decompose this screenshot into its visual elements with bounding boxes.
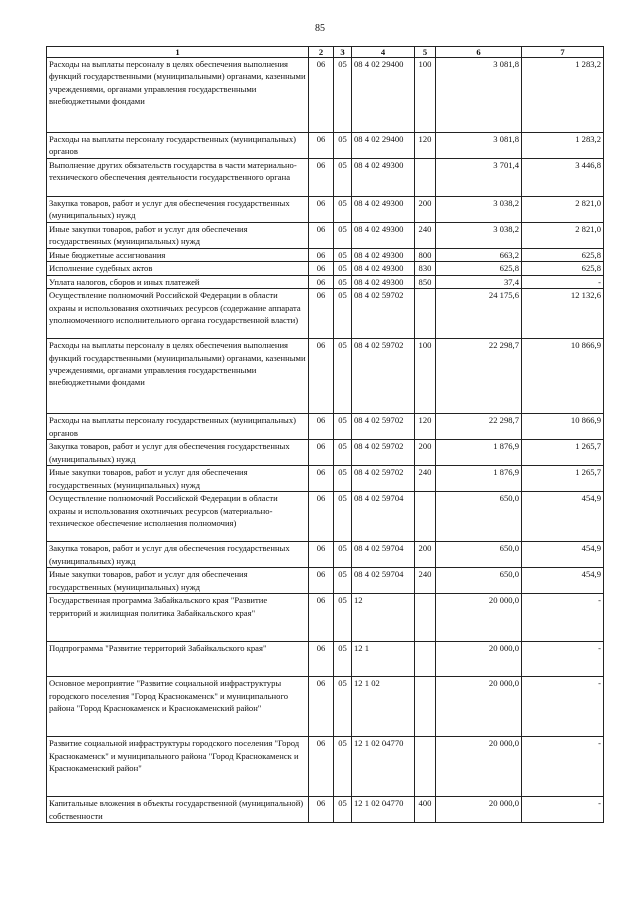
row-description: Расходы на выплаты персоналу в целях обеспечения выполнения функций государственными (муниципальными) органами, казенными учреждениями, органами управления государственными внебюджетными фондами [47,339,309,414]
amount-col6: 22 298,7 [436,414,522,440]
amount-col6: 3 081,8 [436,133,522,159]
section-code: 06 [309,223,334,249]
target-article-code: 08 4 02 59704 [352,492,415,542]
section-code: 06 [309,492,334,542]
expense-type-code: 240 [415,466,436,492]
amount-col6: 20 000,0 [436,797,522,823]
subsection-code: 05 [334,594,352,642]
table-row [47,133,604,159]
table-row [47,58,604,133]
subsection-code: 05 [334,797,352,823]
target-article-code: 08 4 02 59704 [352,542,415,568]
section-code: 06 [309,249,334,262]
amount-col7: 10 866,9 [522,339,604,414]
row-description: Осуществление полномочий Российской Федерации в области охраны и использования охотничьих ресурсов (материально-техническое обеспечение исполнения полномочия) [47,492,309,542]
amount-col7: 2 821,0 [522,197,604,223]
column-header: 7 [522,47,604,58]
expense-type-code: 240 [415,223,436,249]
table-row [47,642,604,677]
subsection-code: 05 [334,737,352,797]
subsection-code: 05 [334,466,352,492]
amount-col6: 650,0 [436,568,522,594]
row-description: Закупка товаров, работ и услуг для обеспечения государственных (муниципальных) нужд [47,197,309,223]
amount-col7: - [522,642,604,677]
table-row [47,492,604,542]
row-description: Уплата налогов, сборов и иных платежей [47,275,309,288]
subsection-code: 05 [334,289,352,339]
row-description: Подпрограмма "Развитие территорий Забайкальского края" [47,642,309,677]
subsection-code: 05 [334,223,352,249]
amount-col7: 625,8 [522,262,604,275]
subsection-code: 05 [334,542,352,568]
amount-col7: 10 866,9 [522,414,604,440]
section-code: 06 [309,414,334,440]
column-header: 4 [352,47,415,58]
subsection-code: 05 [334,262,352,275]
section-code: 06 [309,58,334,133]
table-header-row [47,47,604,58]
target-article-code: 08 4 02 49300 [352,197,415,223]
subsection-code: 05 [334,414,352,440]
expense-type-code [415,594,436,642]
amount-col6: 20 000,0 [436,737,522,797]
amount-col7: - [522,797,604,823]
amount-col6: 3 038,2 [436,197,522,223]
row-description: Иные закупки товаров, работ и услуг для обеспечения государственных (муниципальных) нужд [47,568,309,594]
section-code: 06 [309,440,334,466]
section-code: 06 [309,594,334,642]
amount-col6: 650,0 [436,492,522,542]
amount-col6: 37,4 [436,275,522,288]
section-code: 06 [309,568,334,594]
section-code: 06 [309,737,334,797]
target-article-code: 08 4 02 59702 [352,466,415,492]
expense-type-code: 100 [415,58,436,133]
amount-col6: 1 876,9 [436,466,522,492]
amount-col6: 3 081,8 [436,58,522,133]
section-code: 06 [309,642,334,677]
column-header: 3 [334,47,352,58]
section-code: 06 [309,133,334,159]
row-description: Расходы на выплаты персоналу государственных (муниципальных) органов [47,133,309,159]
amount-col7: 454,9 [522,568,604,594]
target-article-code: 08 4 02 29400 [352,58,415,133]
table-row [47,289,604,339]
amount-col7: 12 132,6 [522,289,604,339]
table-row [47,197,604,223]
amount-col7: - [522,275,604,288]
amount-col6: 24 175,6 [436,289,522,339]
amount-col6: 3 038,2 [436,223,522,249]
expense-type-code [415,737,436,797]
subsection-code: 05 [334,339,352,414]
amount-col7: 2 821,0 [522,223,604,249]
expense-type-code: 800 [415,249,436,262]
expense-type-code: 120 [415,414,436,440]
row-description: Расходы на выплаты персоналу в целях обеспечения выполнения функций государственными (муниципальными) органами, казенными учреждениями, органами управления государственными внебюджетными фондами [47,58,309,133]
target-article-code: 08 4 02 59702 [352,414,415,440]
table-row [47,677,604,737]
expense-type-code: 400 [415,797,436,823]
row-description: Основное мероприятие "Развитие социальной инфраструктуры городского поселения "Город Краснокаменск" и муниципального района "Город Краснокаменск и Краснокаменский район" [47,677,309,737]
target-article-code: 08 4 02 49300 [352,275,415,288]
target-article-code: 12 1 02 04770 [352,737,415,797]
amount-col6: 3 701,4 [436,159,522,197]
target-article-code: 12 1 02 04770 [352,797,415,823]
amount-col7: - [522,737,604,797]
expense-type-code [415,677,436,737]
section-code: 06 [309,262,334,275]
subsection-code: 05 [334,440,352,466]
expense-type-code: 830 [415,262,436,275]
subsection-code: 05 [334,642,352,677]
amount-col7: 1 265,7 [522,466,604,492]
row-description: Иные закупки товаров, работ и услуг для обеспечения государственных (муниципальных) нужд [47,223,309,249]
section-code: 06 [309,797,334,823]
subsection-code: 05 [334,568,352,594]
row-description: Расходы на выплаты персоналу государственных (муниципальных) органов [47,414,309,440]
table-row [47,542,604,568]
table-row [47,737,604,797]
expense-type-code: 200 [415,542,436,568]
amount-col7: 625,8 [522,249,604,262]
row-description: Капитальные вложения в объекты государственной (муниципальной) собственности [47,797,309,823]
table-row [47,594,604,642]
section-code: 06 [309,542,334,568]
amount-col7: 1 283,2 [522,133,604,159]
amount-col6: 22 298,7 [436,339,522,414]
amount-col6: 650,0 [436,542,522,568]
amount-col6: 1 876,9 [436,440,522,466]
target-article-code: 08 4 02 59702 [352,339,415,414]
table-row [47,223,604,249]
section-code: 06 [309,289,334,339]
amount-col7: - [522,677,604,737]
column-header: 5 [415,47,436,58]
target-article-code: 08 4 02 49300 [352,249,415,262]
target-article-code: 12 1 [352,642,415,677]
expense-type-code: 240 [415,568,436,594]
table-row [47,159,604,197]
row-description: Исполнение судебных актов [47,262,309,275]
target-article-code: 08 4 02 49300 [352,159,415,197]
target-article-code: 08 4 02 49300 [352,262,415,275]
section-code: 06 [309,677,334,737]
table-row [47,797,604,823]
table-row [47,262,604,275]
section-code: 06 [309,466,334,492]
table-row [47,339,604,414]
table-row [47,275,604,288]
subsection-code: 05 [334,58,352,133]
table-row [47,466,604,492]
expense-type-code: 200 [415,440,436,466]
budget-table [46,46,604,823]
row-description: Государственная программа Забайкальского края "Развитие территорий и жилищная политика Забайкальского края" [47,594,309,642]
amount-col7: 454,9 [522,542,604,568]
subsection-code: 05 [334,159,352,197]
target-article-code: 08 4 02 59704 [352,568,415,594]
expense-type-code: 200 [415,197,436,223]
subsection-code: 05 [334,249,352,262]
table-row [47,568,604,594]
amount-col6: 20 000,0 [436,642,522,677]
target-article-code: 08 4 02 59702 [352,289,415,339]
amount-col6: 20 000,0 [436,594,522,642]
target-article-code: 12 [352,594,415,642]
table-row [47,440,604,466]
section-code: 06 [309,197,334,223]
page-number: 85 [315,23,325,34]
subsection-code: 05 [334,492,352,542]
table-row [47,414,604,440]
column-header: 2 [309,47,334,58]
section-code: 06 [309,275,334,288]
amount-col6: 20 000,0 [436,677,522,737]
section-code: 06 [309,339,334,414]
subsection-code: 05 [334,677,352,737]
row-description: Закупка товаров, работ и услуг для обеспечения государственных (муниципальных) нужд [47,440,309,466]
subsection-code: 05 [334,275,352,288]
row-description: Иные закупки товаров, работ и услуг для обеспечения государственных (муниципальных) нужд [47,466,309,492]
row-description: Развитие социальной инфраструктуры городского поселения "Город Краснокаменск" и муниципального района "Город Краснокаменск и Краснокаменский район" [47,737,309,797]
amount-col6: 663,2 [436,249,522,262]
column-header: 1 [47,47,309,58]
table-row [47,249,604,262]
amount-col7: 454,9 [522,492,604,542]
expense-type-code [415,492,436,542]
subsection-code: 05 [334,197,352,223]
target-article-code: 12 1 02 [352,677,415,737]
amount-col7: 1 265,7 [522,440,604,466]
column-header: 6 [436,47,522,58]
row-description: Осуществление полномочий Российской Федерации в области охраны и использования охотничьих ресурсов (содержание аппарата уполномоченного исполнительного органа государственной власти) [47,289,309,339]
amount-col7: - [522,594,604,642]
expense-type-code: 120 [415,133,436,159]
section-code: 06 [309,159,334,197]
amount-col7: 3 446,8 [522,159,604,197]
expense-type-code: 100 [415,339,436,414]
subsection-code: 05 [334,133,352,159]
row-description: Выполнение других обязательств государства в части материально-технического обеспечения деятельности государственного органа [47,159,309,197]
target-article-code: 08 4 02 49300 [352,223,415,249]
expense-type-code: 850 [415,275,436,288]
row-description: Иные бюджетные ассигнования [47,249,309,262]
expense-type-code [415,642,436,677]
amount-col6: 625,8 [436,262,522,275]
expense-type-code [415,159,436,197]
amount-col7: 1 283,2 [522,58,604,133]
target-article-code: 08 4 02 59702 [352,440,415,466]
target-article-code: 08 4 02 29400 [352,133,415,159]
expense-type-code [415,289,436,339]
row-description: Закупка товаров, работ и услуг для обеспечения государственных (муниципальных) нужд [47,542,309,568]
